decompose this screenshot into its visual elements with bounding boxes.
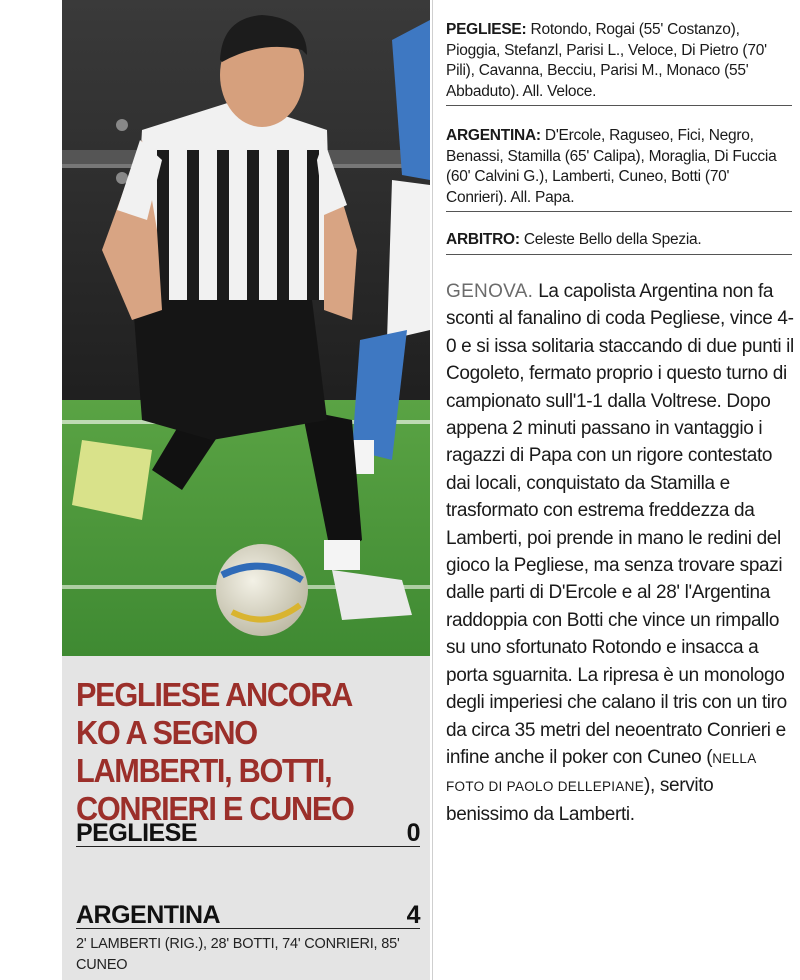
- referee-label: ARBITRO:: [446, 231, 520, 248]
- away-team-score: 4: [406, 901, 420, 929]
- home-team-row: [76, 818, 420, 847]
- away-lineup-text: D'Ercole, Raguseo, Fici, Negro, Benassi, Stamilla (65' Calipa), Moraglia, Di Fuccia (60' Calvini G.), Lamberti, Cuneo, Botti (70' Conrieri). All. Papa.: [446, 127, 777, 206]
- home-lineup: [446, 20, 792, 106]
- away-team-row: [76, 900, 420, 929]
- away-lineup: [446, 126, 792, 212]
- home-team-score: 0: [406, 819, 420, 847]
- scorers-list: 2' LAMBERTI (RIG.), 28' BOTTI, 74' CONRIERI, 85' CUNEO: [76, 936, 400, 973]
- referee-line: [446, 230, 792, 255]
- home-team-name: PEGLIESE: [76, 819, 198, 847]
- away-team-name: ARGENTINA: [76, 901, 221, 929]
- article-body: [446, 278, 794, 828]
- article-dateline: GENOVA.: [446, 281, 534, 302]
- home-lineup-label: PEGLIESE:: [446, 21, 527, 38]
- article-text: La capolista Argentina non fa sconti al fanalino di coda Pegliese, vince 4-0 e si issa solitaria staccando di due punti il Cogoleto, fermato proprio i questo turno di campionato sull'1-1 dalla Voltrese. Dopo appena 2 minuti passano in vantaggio i ragazzi di Papa con un rigore contestato dai locali, conquistato da Stamilla e trasformato con estrema freddezza da Lamberti, poi prende in mano le redini del gioco la Pegliese, ma senza trovare spazi dalle parti di D'Ercole e al 28' l'Argentina raddoppia con Botti che vince un rimpallo su uno sfortunato Rotondo e insacca a porta sguarnita. La ripresa è un monologo degli imperiesi che calano il tris con un tiro da circa 35 metri del neoentrato Conrieri e infine anche il poker con Cuneo (: [446, 281, 794, 768]
- column-divider: [432, 0, 433, 980]
- referee-text: Celeste Bello della Spezia.: [523, 231, 702, 248]
- away-lineup-label: ARGENTINA:: [446, 127, 541, 144]
- article-text-end: ), servito benissimo da Lamberti.: [446, 775, 714, 825]
- photo-caption: NELLA FOTO DI PAOLO DELLEPIANE: [446, 750, 756, 795]
- headline: PEGLIESE ANCORA KO A SEGNO LAMBERTI, BOTTI, CONRIERI E CUNEO: [76, 676, 354, 827]
- home-lineup-text: Rotondo, Rogai (55' Costanzo), Pioggia, Stefanzl, Parisi L., Veloce, Di Pietro (70' Pili), Cavanna, Becciu, Parisi M., Monaco (55' Abbaduto). All. Veloce.: [446, 21, 767, 100]
- match-photo: [62, 0, 430, 656]
